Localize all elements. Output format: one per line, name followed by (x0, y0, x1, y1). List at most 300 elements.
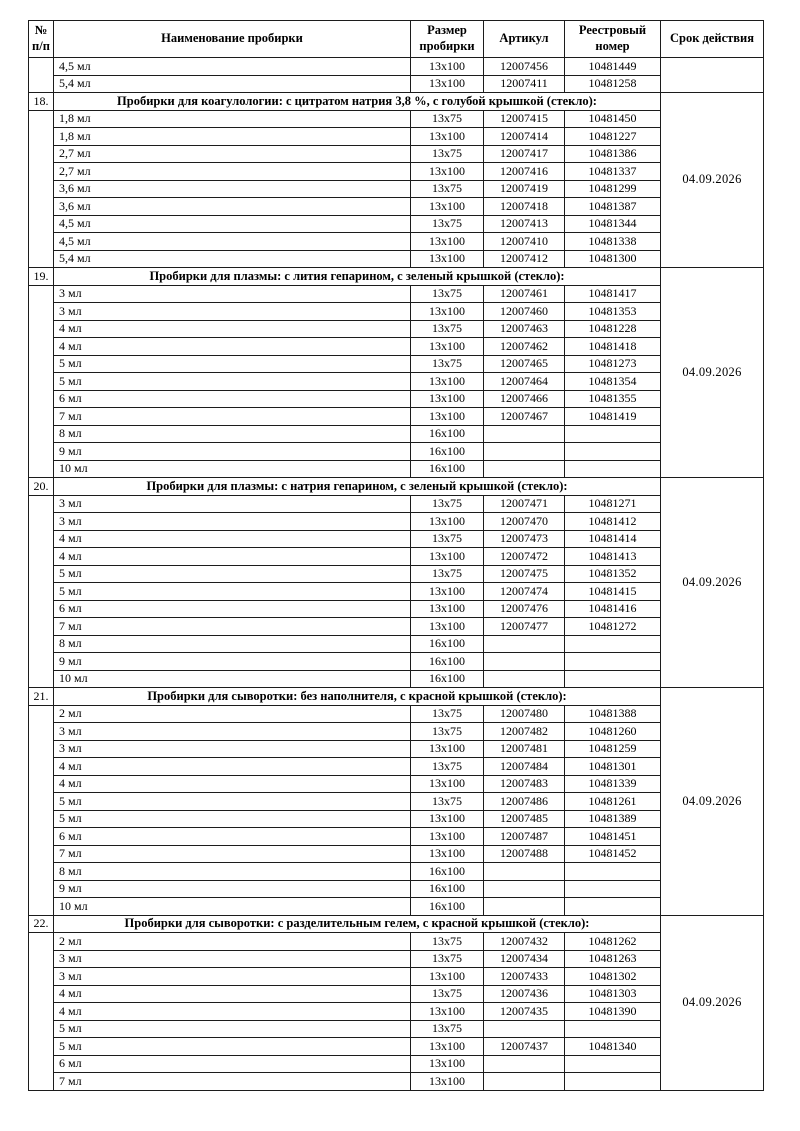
tube-size-cell: 13x75 (411, 758, 484, 776)
article-cell: 12007432 (484, 933, 565, 951)
col-header-article: Артикул (484, 21, 565, 58)
section-number-cell: 20. (29, 478, 54, 496)
tube-size-cell: 13x75 (411, 705, 484, 723)
tube-volume-cell: 7 мл (54, 1073, 411, 1091)
tube-size-cell: 13x100 (411, 810, 484, 828)
tube-size-cell: 16x100 (411, 670, 484, 688)
tube-volume-cell: 4 мл (54, 338, 411, 356)
registry-number-cell: 10481450 (565, 110, 661, 128)
article-cell (484, 635, 565, 653)
registry-number-cell: 10481227 (565, 128, 661, 146)
registry-number-cell: 10481260 (565, 723, 661, 741)
tube-size-cell: 13x100 (411, 1003, 484, 1021)
article-cell: 12007419 (484, 180, 565, 198)
tube-volume-cell: 4,5 мл (54, 233, 411, 251)
tube-size-cell: 16x100 (411, 635, 484, 653)
section-header-row (29, 478, 764, 496)
article-cell: 12007464 (484, 373, 565, 391)
tube-size-cell: 13x100 (411, 163, 484, 181)
table-row (29, 75, 764, 93)
tube-volume-cell: 9 мл (54, 653, 411, 671)
tube-size-cell: 13x100 (411, 58, 484, 76)
tube-size-cell: 13x100 (411, 408, 484, 426)
registry-number-cell: 10481344 (565, 215, 661, 233)
tube-volume-cell: 5,4 мл (54, 75, 411, 93)
tube-volume-cell: 2 мл (54, 933, 411, 951)
table-row (29, 320, 764, 338)
tube-size-cell: 13x75 (411, 110, 484, 128)
article-cell: 12007413 (484, 215, 565, 233)
tube-volume-cell: 4,5 мл (54, 58, 411, 76)
article-cell: 12007485 (484, 810, 565, 828)
table-row (29, 1020, 764, 1038)
row-number-cell (29, 933, 54, 1091)
table-row (29, 583, 764, 601)
registry-number-cell: 10481271 (565, 495, 661, 513)
registry-number-cell: 10481273 (565, 355, 661, 373)
tube-volume-cell: 4 мл (54, 775, 411, 793)
tube-volume-cell: 3 мл (54, 723, 411, 741)
tube-volume-cell: 5 мл (54, 793, 411, 811)
tube-size-cell: 13x100 (411, 373, 484, 391)
article-cell: 12007410 (484, 233, 565, 251)
article-cell: 12007415 (484, 110, 565, 128)
tube-volume-cell: 6 мл (54, 390, 411, 408)
article-cell (484, 670, 565, 688)
table-row (29, 653, 764, 671)
tube-size-cell: 13x100 (411, 583, 484, 601)
article-cell: 12007470 (484, 513, 565, 531)
article-cell (484, 1055, 565, 1073)
validity-date-cell: 04.09.2026 (661, 93, 764, 268)
table-row (29, 758, 764, 776)
registry-number-cell: 10481387 (565, 198, 661, 216)
table-row (29, 425, 764, 443)
registry-number-cell: 10481354 (565, 373, 661, 391)
table-row (29, 495, 764, 513)
tube-volume-cell: 3 мл (54, 968, 411, 986)
registry-number-cell: 10481261 (565, 793, 661, 811)
tube-volume-cell: 3 мл (54, 513, 411, 531)
article-cell: 12007480 (484, 705, 565, 723)
tube-volume-cell: 9 мл (54, 443, 411, 461)
tube-volume-cell: 3,6 мл (54, 180, 411, 198)
tube-size-cell: 13x100 (411, 233, 484, 251)
section-header-row (29, 688, 764, 706)
registry-number-cell (565, 635, 661, 653)
tube-volume-cell: 10 мл (54, 670, 411, 688)
article-cell: 12007472 (484, 548, 565, 566)
table-row (29, 163, 764, 181)
registry-number-cell (565, 1055, 661, 1073)
registry-number-cell: 10481449 (565, 58, 661, 76)
table-row (29, 740, 764, 758)
tube-size-cell: 13x100 (411, 740, 484, 758)
registry-number-cell: 10481300 (565, 250, 661, 268)
row-number-cell (29, 285, 54, 478)
registry-number-cell: 10481272 (565, 618, 661, 636)
table-row (29, 530, 764, 548)
tube-size-cell: 16x100 (411, 425, 484, 443)
section-number-cell: 19. (29, 268, 54, 286)
registry-number-cell (565, 425, 661, 443)
article-cell: 12007463 (484, 320, 565, 338)
registry-number-cell (565, 898, 661, 916)
tube-volume-cell: 6 мл (54, 828, 411, 846)
validity-date-cell: 04.09.2026 (661, 268, 764, 478)
registry-number-cell: 10481258 (565, 75, 661, 93)
table-row (29, 793, 764, 811)
table-row (29, 828, 764, 846)
validity-date-cell: 04.09.2026 (661, 478, 764, 688)
article-cell: 12007461 (484, 285, 565, 303)
tube-volume-cell: 7 мл (54, 618, 411, 636)
table-row (29, 548, 764, 566)
tube-volume-cell: 4 мл (54, 548, 411, 566)
table-row (29, 618, 764, 636)
row-number-cell (29, 495, 54, 688)
registry-number-cell: 10481419 (565, 408, 661, 426)
tube-size-cell: 16x100 (411, 863, 484, 881)
table-row (29, 898, 764, 916)
table-row (29, 810, 764, 828)
col-header-size: Размер пробирки (411, 21, 484, 58)
registry-number-cell (565, 443, 661, 461)
tube-size-cell: 13x75 (411, 145, 484, 163)
tube-size-cell: 13x100 (411, 828, 484, 846)
tube-volume-cell: 5 мл (54, 1020, 411, 1038)
section-title-cell: Пробирки для коагулологии: с цитратом натрия 3,8 %, с голубой крышкой (стекло): (54, 93, 661, 111)
tube-volume-cell: 10 мл (54, 460, 411, 478)
tube-volume-cell: 4 мл (54, 985, 411, 1003)
tube-volume-cell: 5 мл (54, 355, 411, 373)
registry-number-cell: 10481451 (565, 828, 661, 846)
table-row (29, 145, 764, 163)
tube-size-cell: 13x100 (411, 390, 484, 408)
registry-number-cell: 10481452 (565, 845, 661, 863)
section-title-cell: Пробирки для сыворотки: без наполнителя, с красной крышкой (стекло): (54, 688, 661, 706)
tube-size-cell: 13x100 (411, 968, 484, 986)
table-row (29, 1055, 764, 1073)
article-cell: 12007487 (484, 828, 565, 846)
tube-size-cell: 13x100 (411, 75, 484, 93)
tube-volume-cell: 7 мл (54, 845, 411, 863)
section-title-cell: Пробирки для плазмы: с лития гепарином, с зеленый крышкой (стекло): (54, 268, 661, 286)
table-header (29, 21, 764, 58)
article-cell: 12007486 (484, 793, 565, 811)
table-row (29, 338, 764, 356)
registry-number-cell: 10481412 (565, 513, 661, 531)
table-row (29, 303, 764, 321)
article-cell: 12007462 (484, 338, 565, 356)
table-row (29, 1073, 764, 1091)
registry-number-cell: 10481414 (565, 530, 661, 548)
tube-table-body (29, 58, 764, 1091)
article-cell: 12007433 (484, 968, 565, 986)
tube-size-cell: 13x100 (411, 303, 484, 321)
col-header-validity: Срок действия (661, 21, 764, 58)
tube-size-cell: 13x75 (411, 723, 484, 741)
registry-number-cell: 10481338 (565, 233, 661, 251)
table-row (29, 180, 764, 198)
table-row (29, 845, 764, 863)
table-row (29, 110, 764, 128)
tube-volume-cell: 7 мл (54, 408, 411, 426)
tube-size-cell: 13x100 (411, 845, 484, 863)
table-row (29, 128, 764, 146)
registry-number-cell (565, 670, 661, 688)
table-row (29, 408, 764, 426)
table-row (29, 950, 764, 968)
table-row (29, 215, 764, 233)
tube-volume-cell: 5,4 мл (54, 250, 411, 268)
tube-volume-cell: 4 мл (54, 320, 411, 338)
article-cell: 12007482 (484, 723, 565, 741)
article-cell: 12007475 (484, 565, 565, 583)
registry-number-cell (565, 460, 661, 478)
registry-number-cell (565, 880, 661, 898)
registry-number-cell: 10481337 (565, 163, 661, 181)
tube-size-cell: 13x100 (411, 600, 484, 618)
registry-number-cell: 10481416 (565, 600, 661, 618)
article-cell: 12007417 (484, 145, 565, 163)
tube-volume-cell: 6 мл (54, 1055, 411, 1073)
tube-volume-cell: 8 мл (54, 635, 411, 653)
article-cell: 12007434 (484, 950, 565, 968)
tube-size-cell: 16x100 (411, 460, 484, 478)
table-row (29, 933, 764, 951)
article-cell (484, 653, 565, 671)
tube-size-cell: 13x75 (411, 215, 484, 233)
article-cell: 12007435 (484, 1003, 565, 1021)
tube-volume-cell: 3 мл (54, 303, 411, 321)
table-row (29, 670, 764, 688)
row-number-cell (29, 58, 54, 93)
section-number-cell: 21. (29, 688, 54, 706)
registry-number-cell: 10481389 (565, 810, 661, 828)
tube-size-cell: 13x100 (411, 775, 484, 793)
tube-size-cell: 13x75 (411, 933, 484, 951)
tube-size-cell: 13x75 (411, 565, 484, 583)
tube-size-cell: 16x100 (411, 898, 484, 916)
registry-number-cell (565, 1073, 661, 1091)
section-header-row (29, 915, 764, 933)
article-cell: 12007477 (484, 618, 565, 636)
tube-volume-cell: 4,5 мл (54, 215, 411, 233)
tube-size-cell: 13x100 (411, 618, 484, 636)
article-cell (484, 425, 565, 443)
registry-number-cell: 10481302 (565, 968, 661, 986)
article-cell: 12007467 (484, 408, 565, 426)
table-row (29, 513, 764, 531)
row-number-cell (29, 110, 54, 268)
tube-volume-cell: 8 мл (54, 425, 411, 443)
article-cell: 12007466 (484, 390, 565, 408)
tube-size-cell: 13x100 (411, 338, 484, 356)
tube-volume-cell: 6 мл (54, 600, 411, 618)
table-row (29, 443, 764, 461)
tube-volume-cell: 1,8 мл (54, 128, 411, 146)
article-cell: 12007436 (484, 985, 565, 1003)
article-cell: 12007473 (484, 530, 565, 548)
registry-number-cell: 10481259 (565, 740, 661, 758)
article-cell (484, 443, 565, 461)
registry-number-cell: 10481263 (565, 950, 661, 968)
tube-volume-cell: 4 мл (54, 530, 411, 548)
registry-number-cell: 10481299 (565, 180, 661, 198)
registry-number-cell: 10481417 (565, 285, 661, 303)
tube-size-cell: 16x100 (411, 653, 484, 671)
tube-volume-cell: 3 мл (54, 285, 411, 303)
table-row (29, 985, 764, 1003)
article-cell (484, 898, 565, 916)
tube-volume-cell: 4 мл (54, 758, 411, 776)
tube-volume-cell: 10 мл (54, 898, 411, 916)
header-row (29, 21, 764, 58)
tube-size-cell: 13x100 (411, 513, 484, 531)
col-header-registry: Реестровый номер (565, 21, 661, 58)
registry-number-cell: 10481301 (565, 758, 661, 776)
tube-volume-cell: 5 мл (54, 565, 411, 583)
section-number-cell: 22. (29, 915, 54, 933)
table-row (29, 460, 764, 478)
registry-number-cell (565, 1020, 661, 1038)
article-cell: 12007411 (484, 75, 565, 93)
article-cell (484, 1020, 565, 1038)
article-cell: 12007474 (484, 583, 565, 601)
article-cell: 12007488 (484, 845, 565, 863)
validity-date-cell: 04.09.2026 (661, 915, 764, 1090)
registry-number-cell: 10481355 (565, 390, 661, 408)
section-number-cell: 18. (29, 93, 54, 111)
article-cell: 12007484 (484, 758, 565, 776)
tube-size-cell: 13x75 (411, 355, 484, 373)
article-cell: 12007418 (484, 198, 565, 216)
tube-size-cell: 13x75 (411, 1020, 484, 1038)
tube-size-cell: 13x100 (411, 250, 484, 268)
article-cell: 12007483 (484, 775, 565, 793)
table-row (29, 1038, 764, 1056)
tube-registry-table (28, 20, 764, 1091)
tube-size-cell: 13x75 (411, 950, 484, 968)
article-cell: 12007412 (484, 250, 565, 268)
table-row (29, 723, 764, 741)
article-cell (484, 863, 565, 881)
table-row (29, 1003, 764, 1021)
tube-size-cell: 16x100 (411, 443, 484, 461)
tube-volume-cell: 1,8 мл (54, 110, 411, 128)
tube-volume-cell: 3 мл (54, 950, 411, 968)
tube-volume-cell: 9 мл (54, 880, 411, 898)
validity-cell (661, 58, 764, 93)
section-header-row (29, 268, 764, 286)
tube-volume-cell: 2,7 мл (54, 145, 411, 163)
article-cell: 12007414 (484, 128, 565, 146)
tube-size-cell: 13x75 (411, 530, 484, 548)
table-row (29, 198, 764, 216)
validity-date-cell: 04.09.2026 (661, 688, 764, 916)
section-title-cell: Пробирки для плазмы: с натрия гепарином, с зеленый крышкой (стекло): (54, 478, 661, 496)
registry-number-cell: 10481415 (565, 583, 661, 601)
col-header-number: № п/п (29, 21, 54, 58)
table-row (29, 863, 764, 881)
registry-number-cell: 10481303 (565, 985, 661, 1003)
tube-volume-cell: 8 мл (54, 863, 411, 881)
tube-size-cell: 13x100 (411, 1038, 484, 1056)
table-row (29, 705, 764, 723)
article-cell (484, 460, 565, 478)
tube-volume-cell: 2,7 мл (54, 163, 411, 181)
registry-number-cell: 10481352 (565, 565, 661, 583)
table-row (29, 390, 764, 408)
tube-volume-cell: 3 мл (54, 495, 411, 513)
row-number-cell (29, 705, 54, 915)
tube-volume-cell: 5 мл (54, 373, 411, 391)
tube-size-cell: 13x100 (411, 548, 484, 566)
registry-number-cell: 10481339 (565, 775, 661, 793)
article-cell: 12007481 (484, 740, 565, 758)
tube-volume-cell: 5 мл (54, 1038, 411, 1056)
tube-size-cell: 13x75 (411, 985, 484, 1003)
tube-size-cell: 13x100 (411, 1073, 484, 1091)
registry-number-cell: 10481418 (565, 338, 661, 356)
article-cell: 12007460 (484, 303, 565, 321)
table-row (29, 880, 764, 898)
tube-size-cell: 13x100 (411, 198, 484, 216)
tube-size-cell: 13x75 (411, 320, 484, 338)
registry-number-cell (565, 863, 661, 881)
table-row (29, 355, 764, 373)
tube-size-cell: 13x75 (411, 793, 484, 811)
table-row (29, 968, 764, 986)
registry-number-cell: 10481390 (565, 1003, 661, 1021)
registry-number-cell: 10481353 (565, 303, 661, 321)
tube-volume-cell: 4 мл (54, 1003, 411, 1021)
registry-number-cell: 10481413 (565, 548, 661, 566)
table-row (29, 635, 764, 653)
table-row (29, 600, 764, 618)
article-cell: 12007465 (484, 355, 565, 373)
tube-volume-cell: 3 мл (54, 740, 411, 758)
registry-number-cell (565, 653, 661, 671)
registry-number-cell: 10481388 (565, 705, 661, 723)
registry-number-cell: 10481340 (565, 1038, 661, 1056)
table-row (29, 285, 764, 303)
registry-number-cell: 10481386 (565, 145, 661, 163)
registry-number-cell: 10481228 (565, 320, 661, 338)
registry-number-cell: 10481262 (565, 933, 661, 951)
article-cell: 12007471 (484, 495, 565, 513)
article-cell: 12007476 (484, 600, 565, 618)
tube-size-cell: 13x100 (411, 1055, 484, 1073)
tube-volume-cell: 2 мл (54, 705, 411, 723)
article-cell: 12007456 (484, 58, 565, 76)
article-cell: 12007416 (484, 163, 565, 181)
tube-size-cell: 13x75 (411, 180, 484, 198)
tube-size-cell: 13x75 (411, 495, 484, 513)
section-header-row (29, 93, 764, 111)
table-row (29, 58, 764, 76)
tube-volume-cell: 5 мл (54, 810, 411, 828)
table-row (29, 233, 764, 251)
tube-size-cell: 13x75 (411, 285, 484, 303)
table-row (29, 250, 764, 268)
tube-size-cell: 16x100 (411, 880, 484, 898)
section-title-cell: Пробирки для сыворотки: с разделительным гелем, с красной крышкой (стекло): (54, 915, 661, 933)
col-header-name: Наименование пробирки (54, 21, 411, 58)
article-cell (484, 1073, 565, 1091)
tube-volume-cell: 3,6 мл (54, 198, 411, 216)
